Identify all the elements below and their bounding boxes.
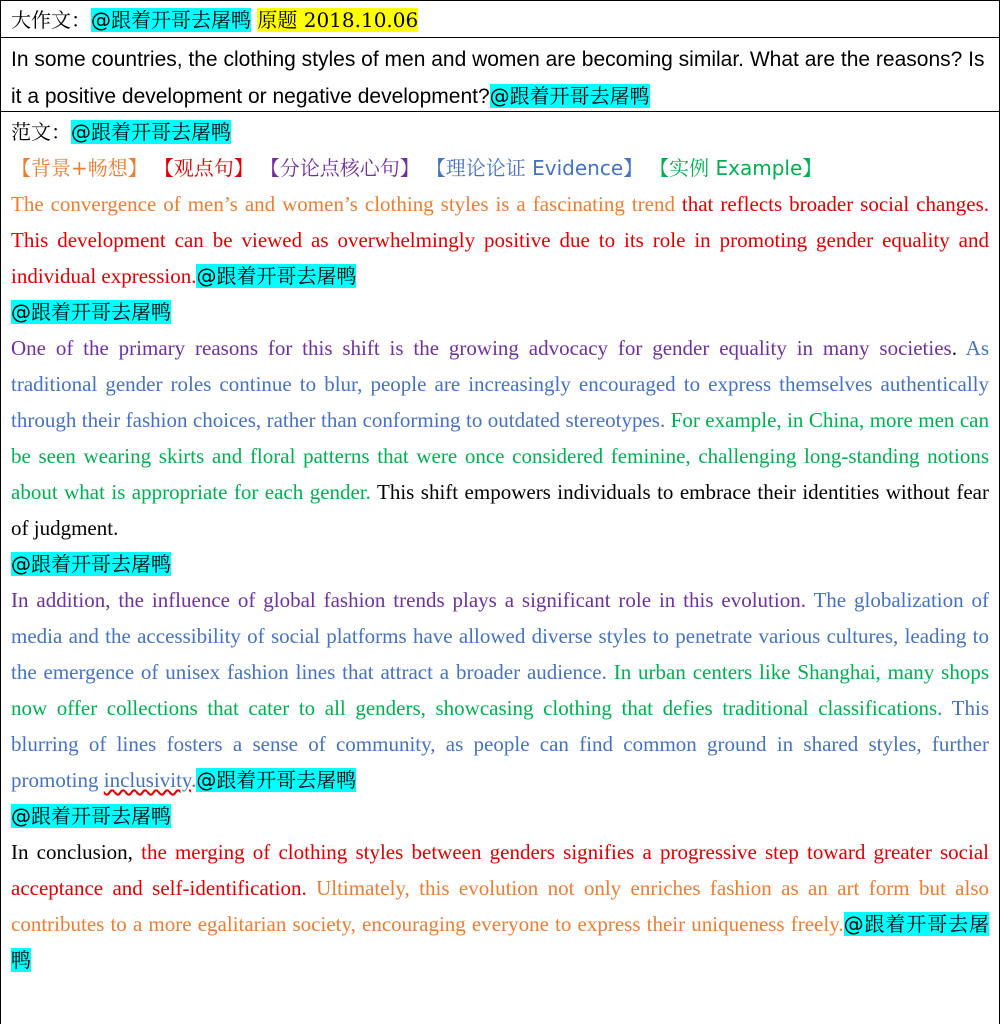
account-tag: @跟着开哥去屠鸭	[71, 120, 231, 144]
essay-body	[1, 112, 999, 978]
evidence-sentence-2: This blurring of lines fosters a sense of community, as people can find common ground in shared styles, further promoting	[11, 696, 989, 792]
evidence-sentence: The globalization of media and the accessibility of social platforms have allowed diverse styles to penetrate various cultures, leading to the emergence of unisex fashion lines that attract a broader audience.	[11, 588, 989, 684]
essay-label-line	[11, 114, 989, 150]
account-tag: @跟着开哥去屠鸭	[11, 552, 171, 576]
background-sentence: The convergence of men’s and women’s clothing styles is a fascinating trend	[11, 192, 682, 216]
account-tag: @跟着开哥去屠鸭	[11, 300, 171, 324]
paragraph-body-2	[11, 582, 989, 798]
evidence-sentence: As traditional gender roles continue to blur, people are increasingly encouraged to express themselves authentically through their fashion choices, rather than conforming to outdated stereotypes.	[11, 336, 990, 432]
paragraph-conclusion	[11, 834, 989, 978]
account-tag: @跟着开哥去屠鸭	[11, 804, 171, 828]
example-sentence: For example, in China, more men can be seen wearing skirts and floral patterns that were once considered feminine, challenging long-standing notions about what is appropriate for each gender.	[11, 408, 990, 504]
legend-example: 【实例 Example】	[649, 156, 823, 180]
paragraph-body-1	[11, 330, 989, 546]
original-date: 原题 2018.10.06	[257, 8, 419, 32]
closing-sentence: This shift empowers individuals to embrace their identities without fear of judgment.	[11, 480, 989, 540]
essay-type-label: 大作文：	[11, 8, 91, 32]
color-legend	[11, 150, 989, 186]
account-tag: @跟着开哥去屠鸭	[196, 264, 357, 288]
account-line	[11, 798, 989, 834]
spellcheck-word: inclusivity	[103, 768, 192, 792]
legend-background: 【背景+畅想】	[11, 156, 148, 180]
essay-label: 范文：	[11, 120, 71, 144]
question-row	[1, 38, 999, 112]
account-tag: @跟着开哥去屠鸭	[11, 912, 990, 972]
title-row	[1, 0, 999, 38]
account-tag: @跟着开哥去屠鸭	[196, 768, 357, 792]
core-sentence: In addition, the influence of global fashion trends plays a significant role in this evolution.	[11, 588, 814, 612]
legend-core: 【分论点核心句】	[259, 156, 420, 180]
opinion-sentence: that reflects broader social changes. This development can be viewed as overwhelmingly positive due to its role in promoting gender equality and individual expression.	[11, 192, 990, 288]
legend-evidence: 【理论论证 Evidence】	[425, 156, 644, 180]
opinion-sentence: the merging of clothing styles between genders signifies a progressive step toward greater social acceptance and self-identification.	[11, 840, 989, 900]
background-sentence: Ultimately, this evolution not only enriches fashion as an art form but also contributes to a more egalitarian society, encouraging everyone to express their uniqueness freely.	[11, 876, 989, 936]
account-line	[11, 294, 989, 330]
period: .	[191, 768, 197, 792]
account-line	[11, 546, 989, 582]
question-text: In some countries, the clothing styles of men and women are becoming similar. What are the reasons? Is it a positive development or negative development?	[11, 48, 985, 108]
paragraph-intro	[11, 186, 989, 294]
account-tag: @跟着开哥去屠鸭	[489, 84, 650, 108]
conclusion-intro: In conclusion,	[11, 840, 142, 864]
legend-opinion: 【观点句】	[153, 156, 254, 180]
account-tag: @跟着开哥去屠鸭	[91, 8, 251, 32]
core-sentence-end: .	[951, 336, 966, 360]
core-sentence: One of the primary reasons for this shift is the growing advocacy for gender equality in many societies	[11, 336, 952, 360]
example-sentence: In urban centers like Shanghai, many shops now offer collections that cater to all genders, showcasing clothing that defies traditional classifications.	[11, 660, 990, 720]
